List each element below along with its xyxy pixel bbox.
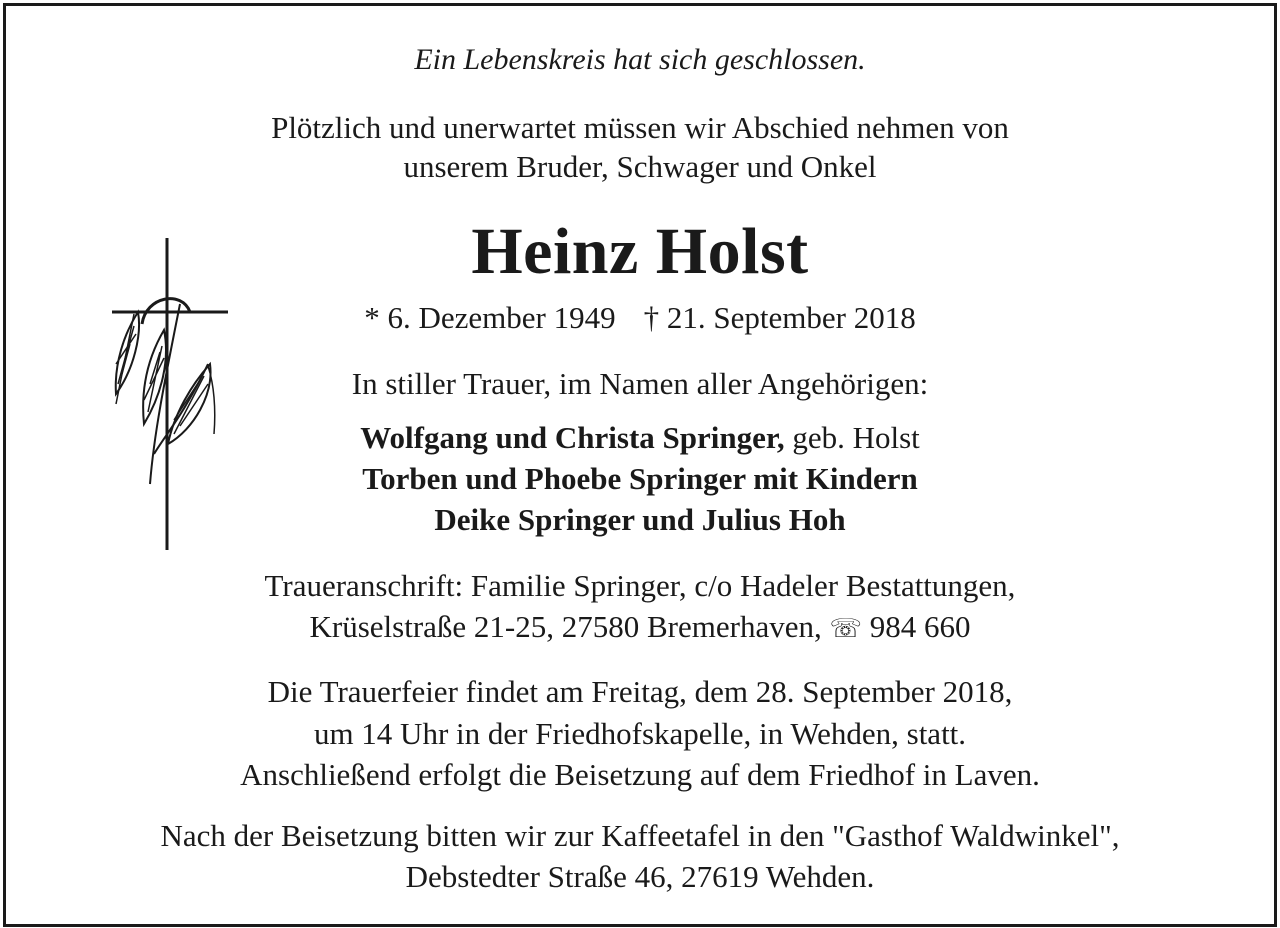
coffee-line-2: Debstedter Straße 46, 27619 Wehden. (405, 859, 875, 894)
death-date: † 21. September 2018 (643, 300, 916, 335)
funeral-line-2: um 14 Uhr in der Friedhofskapelle, in Wehden, statt. (313, 716, 967, 751)
telephone-icon: ☏ (829, 614, 862, 644)
address-street: Krüselstraße 21-25, 27580 Bremerhaven, (309, 609, 822, 644)
family-names-1: Wolfgang und Christa Springer, (360, 420, 785, 455)
announcement-line-2: unserem Bruder, Schwager und Onkel (403, 149, 877, 184)
funeral-line-1: Die Trauerfeier findet am Freitag, dem 28. September 2018, (267, 674, 1013, 709)
announcement-line-1: Plötzlich und unerwartet müssen wir Abschied nehmen von (271, 110, 1009, 145)
phone-number: 984 660 (861, 609, 971, 644)
mourning-address-line-1: Traueranschrift: Familie Springer, c/o Hadeler Bestattungen, (264, 568, 1016, 603)
intro-line: Ein Lebenskreis hat sich geschlossen. (414, 43, 866, 76)
mourning-line: In stiller Trauer, im Namen aller Angehörigen: (351, 366, 929, 401)
maiden-name-note: geb. Holst (784, 420, 920, 455)
deceased-name: Heinz Holst (471, 215, 809, 288)
family-line-3: Deike Springer und Julius Hoh (434, 502, 846, 537)
birth-date: * 6. Dezember 1949 (364, 300, 616, 335)
coffee-line-1: Nach der Beisetzung bitten wir zur Kaffeetafel in den "Gasthof Waldwinkel", (160, 818, 1120, 853)
cross-with-wheat-icon (104, 234, 234, 554)
mourning-address-line-2 (0, 611, 1280, 642)
funeral-line-3: Anschließend erfolgt die Beisetzung auf dem Friedhof in Laven. (240, 757, 1040, 792)
family-line-2: Torben und Phoebe Springer mit Kindern (362, 461, 918, 496)
